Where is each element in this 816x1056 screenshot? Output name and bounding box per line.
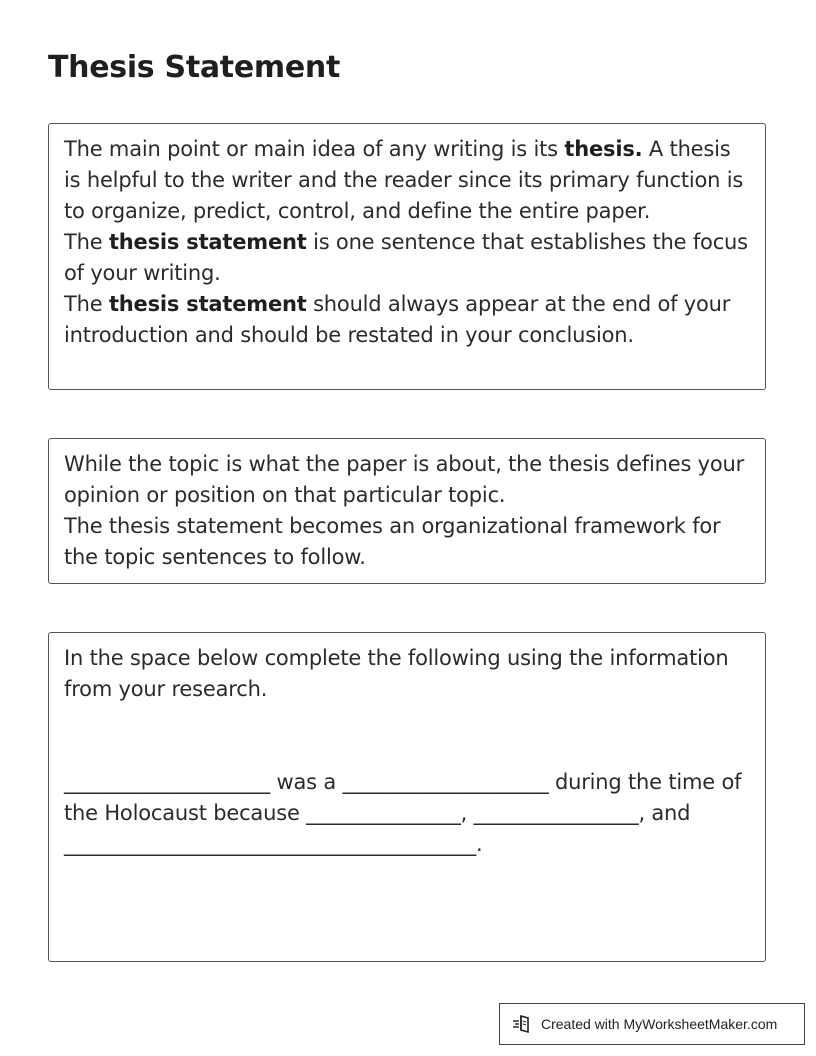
fill-text-and: , and bbox=[638, 801, 691, 825]
definition-bold-term: thesis. bbox=[564, 137, 643, 161]
footer-credit-text: Created with MyWorksheetMaker.com bbox=[541, 1016, 778, 1032]
fill-text-comma: , bbox=[460, 801, 474, 825]
fill-in-sentence bbox=[64, 767, 751, 860]
placement-text-start: The bbox=[64, 292, 109, 316]
thesis-definition-box bbox=[48, 123, 766, 390]
fill-text-period: . bbox=[476, 832, 483, 856]
definition-text-end: A thesis is helpful to the writer and the reader since its primary function is to organize, predict, control, and define the entire paper. bbox=[64, 137, 744, 223]
focus-bold-term: thesis statement bbox=[108, 230, 307, 254]
blank-reason-3[interactable]: ________________________________________ bbox=[64, 832, 477, 856]
focus-paragraph bbox=[64, 227, 751, 289]
footer-credit[interactable] bbox=[499, 1003, 805, 1045]
placement-paragraph bbox=[64, 289, 751, 351]
placement-text-end: should always appear at the end of your introduction and should be restated in your conclusion. bbox=[64, 292, 731, 347]
definition-text-start: The main point or main idea of any writing is its bbox=[64, 137, 565, 161]
focus-text-end: is one sentence that establishes the focus of your writing. bbox=[64, 230, 748, 285]
topic-vs-thesis-paragraph: While the topic is what the paper is about, the thesis defines your opinion or position on that particular topic. bbox=[64, 452, 745, 507]
exercise-box bbox=[48, 632, 766, 962]
blank-subject[interactable]: ____________________ bbox=[64, 770, 271, 794]
placement-bold-term: thesis statement bbox=[108, 292, 307, 316]
exercise-instructions: In the space below complete the following using the information from your research. bbox=[64, 646, 729, 701]
topic-vs-thesis-box bbox=[48, 438, 766, 584]
blank-reason-2[interactable]: ________________ bbox=[473, 801, 639, 825]
page-title: Thesis Statement bbox=[48, 50, 340, 85]
focus-text-start: The bbox=[64, 230, 109, 254]
definition-paragraph bbox=[64, 134, 751, 227]
blank-role[interactable]: ____________________ bbox=[342, 770, 549, 794]
fill-text-during: during the time of the Holocaust because bbox=[64, 770, 742, 825]
blank-reason-1[interactable]: _______________ bbox=[306, 801, 461, 825]
framework-paragraph: The thesis statement becomes an organizational framework for the topic sentences to follow. bbox=[64, 514, 721, 569]
fill-text-was-a: was a bbox=[270, 770, 343, 794]
myworksheetmaker-logo-icon bbox=[512, 1013, 534, 1035]
